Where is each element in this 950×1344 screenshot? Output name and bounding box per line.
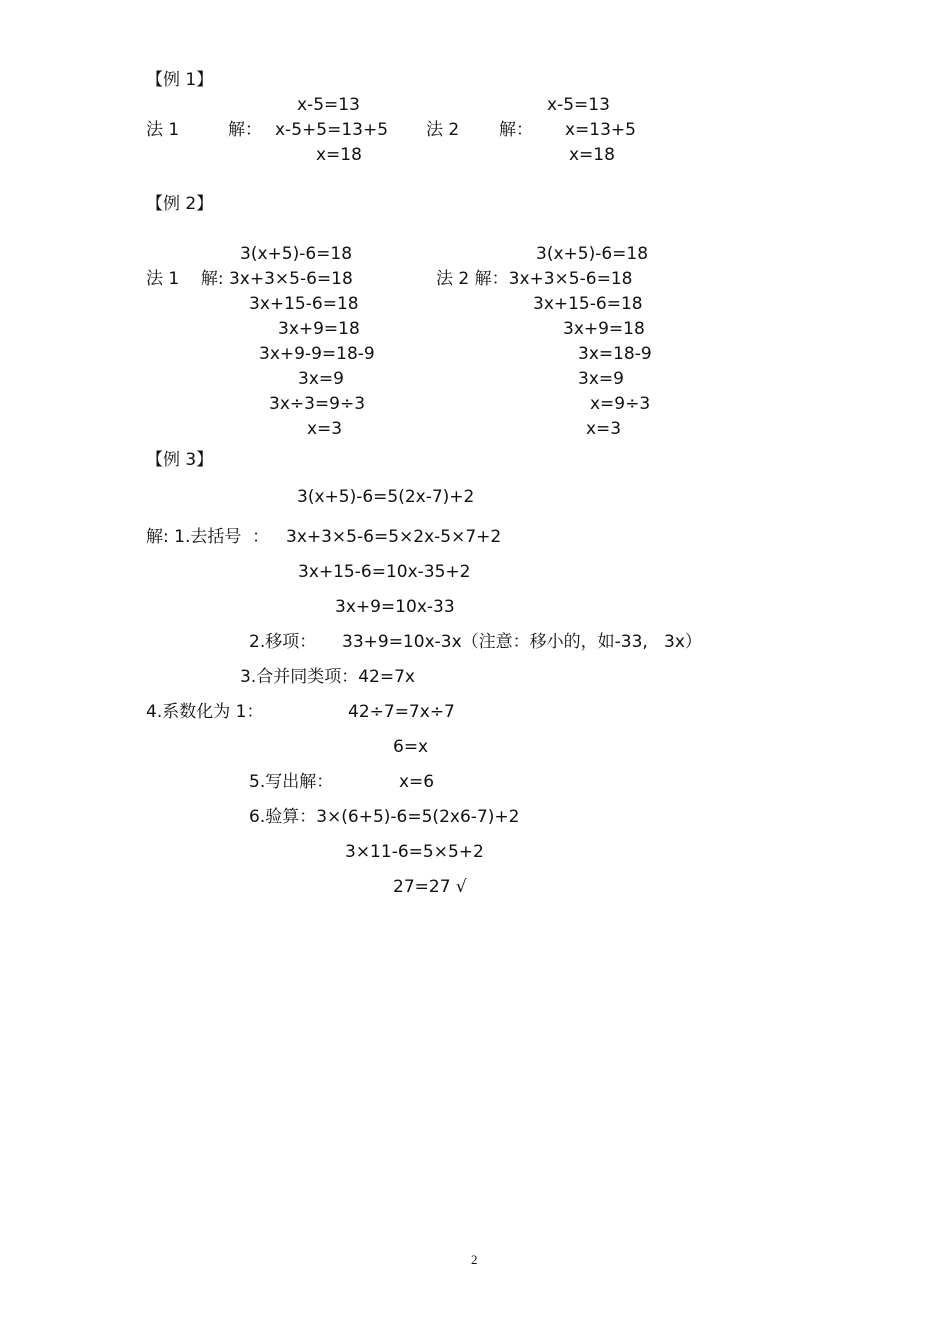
ex1-m1-label: 法 1: [146, 120, 180, 140]
example3-heading: 【例 3】: [146, 450, 214, 470]
ex3-step1-c: 3x+9=10x-33: [335, 597, 455, 617]
ex3-step4-b: 6=x: [393, 737, 429, 757]
ex2-m1-line3: 3x+15-6=18: [249, 294, 359, 314]
ex3-step1-a: 3x+3×5-6=5×2x-5×7+2: [286, 527, 502, 547]
ex3-step4-label: 4.系数化为 1：: [146, 702, 264, 722]
example1-heading: 【例 1】: [146, 70, 214, 90]
ex2-m1-label: 法 1 解: 3x+3×5-6=18: [146, 269, 353, 289]
page-number: 2: [471, 1252, 478, 1267]
ex1-m2-line1: x-5=13: [547, 95, 610, 115]
ex2-m1-line8: x=3: [307, 419, 343, 439]
ex3-step3: 3.合并同类项：42=7x: [240, 667, 415, 687]
ex2-m1-line6: 3x=9: [298, 369, 344, 389]
ex1-m1-jie: 解：: [228, 120, 262, 140]
ex3-step4-a: 42÷7=7x÷7: [348, 702, 455, 722]
ex2-m2-label: 法 2 解：3x+3×5-6=18: [436, 269, 633, 289]
ex2-m1-line7: 3x÷3=9÷3: [269, 394, 366, 414]
ex2-m2-line8: x=3: [586, 419, 622, 439]
ex3-step6-c: 27=27 √: [393, 877, 467, 897]
ex2-m1-line4: 3x+9=18: [278, 319, 360, 339]
ex3-step1-label: 解: 1.去括号 ：: [146, 527, 270, 547]
ex1-m2-line2: x=13+5: [565, 120, 636, 140]
ex1-m2-label: 法 2: [426, 120, 460, 140]
ex3-step2-value: 33+9=10x-3x（注意：移小的，如-33, 3x）: [342, 632, 702, 652]
ex1-m2-jie: 解：: [499, 120, 533, 140]
ex1-m1-line2: x-5+5=13+5: [275, 120, 389, 140]
ex3-step2-label: 2.移项：: [249, 632, 317, 652]
ex1-m2-line3: x=18: [569, 145, 615, 165]
ex2-m2-line7: x=9÷3: [590, 394, 651, 414]
ex2-m2-line3: 3x+15-6=18: [533, 294, 643, 314]
ex3-step1-b: 3x+15-6=10x-35+2: [298, 562, 471, 582]
ex2-m2-line5: 3x=18-9: [578, 344, 652, 364]
example2-heading: 【例 2】: [146, 194, 214, 214]
ex3-step5-label: 5.写出解：: [249, 772, 334, 792]
ex3-equation: 3(x+5)-6=5(2x-7)+2: [297, 487, 475, 507]
ex3-step6-label: 6.验算：3×(6+5)-6=5(2x6-7)+2: [249, 807, 520, 827]
ex2-m2-line1: 3(x+5)-6=18: [536, 244, 649, 264]
ex2-m1-line5: 3x+9-9=18-9: [259, 344, 375, 364]
ex2-m1-line1: 3(x+5)-6=18: [240, 244, 353, 264]
ex3-step5-value: x=6: [399, 772, 435, 792]
ex2-m2-line6: 3x=9: [578, 369, 624, 389]
ex1-m1-line3: x=18: [316, 145, 362, 165]
ex2-m2-line4: 3x+9=18: [563, 319, 645, 339]
ex1-m1-line1: x-5=13: [297, 95, 360, 115]
ex3-step6-b: 3×11-6=5×5+2: [345, 842, 484, 862]
